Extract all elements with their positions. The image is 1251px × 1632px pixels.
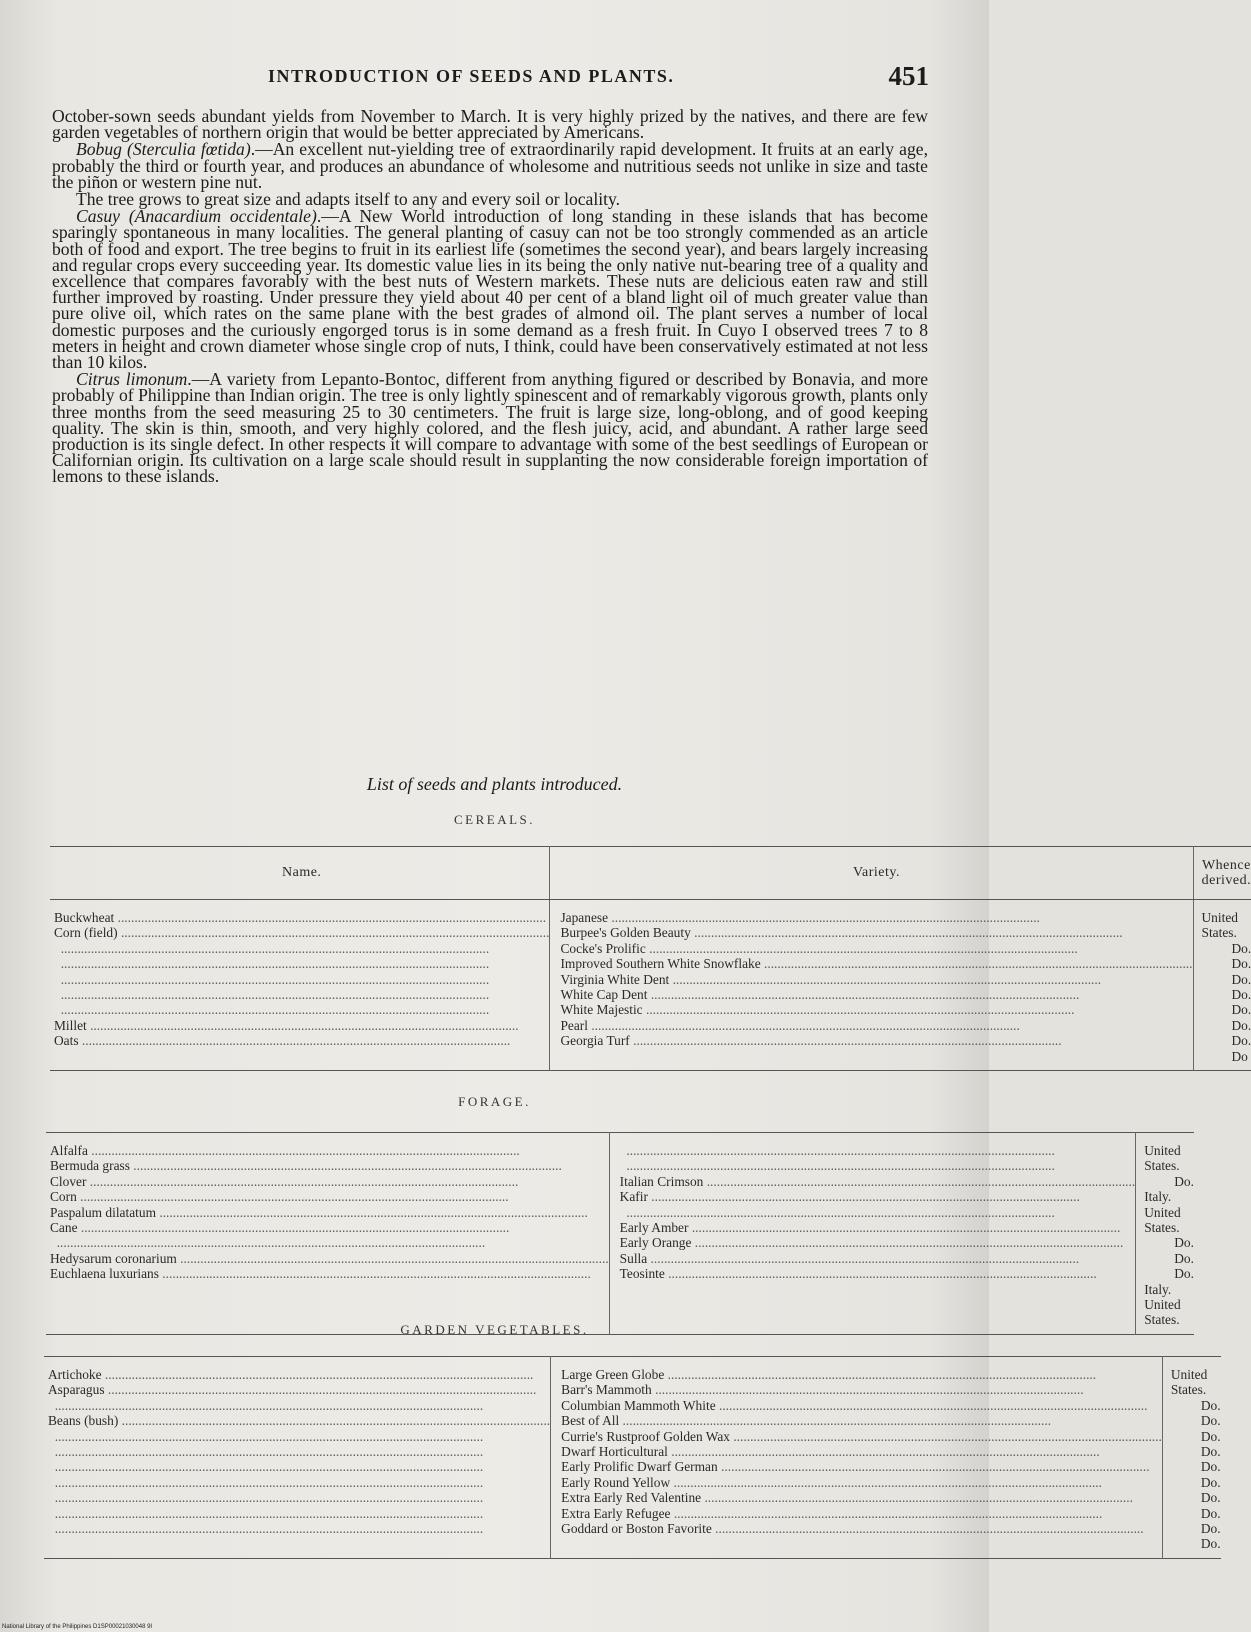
body-text	[52, 108, 928, 486]
bobug-latin: (Sterculia fœtida)	[127, 139, 251, 160]
forage-row	[46, 1133, 1194, 1335]
garden-varieties-item: Barr's Mammoth .....	[561, 1382, 1162, 1397]
forage-varieties-item: Sulla .....	[620, 1251, 1136, 1266]
cereals-whence-item: Do	[1231, 1048, 1248, 1064]
bobug-name: Bobug	[76, 139, 122, 160]
header-variety: Variety.	[550, 847, 1193, 900]
forage-names-item: Hedysarum coronarium .....	[50, 1251, 609, 1266]
section-title-garden: GARDEN VEGETABLES.	[400, 1322, 589, 1337]
cereals-varieties-item: White Majestic .....	[560, 1002, 1192, 1017]
page-number: 451	[888, 61, 929, 91]
cereals-whence-cell	[1193, 900, 1251, 1071]
garden-names-item: Artichoke .....	[48, 1367, 550, 1382]
cereals-names-item: Millet .....	[54, 1018, 549, 1033]
garden-names-item	[48, 1490, 550, 1505]
cereals-names-item	[54, 941, 549, 956]
garden-whence-item: Do.	[1200, 1444, 1221, 1460]
forage-names-item: Euchlaena luxurians .....	[50, 1266, 609, 1281]
forage-varieties-item: Kafir .....	[620, 1189, 1136, 1204]
paragraph-1: October-sown seeds abundant yields from November to March. It is very highly prized by the natives, and there are few garden vegetables of northern origin that would be better appreciated by Americans.	[52, 106, 928, 143]
garden-names-item: Asparagus .....	[48, 1382, 550, 1397]
header-name: Name.	[50, 847, 550, 900]
cereals-whence-item: United States.	[1201, 910, 1238, 941]
garden-whence-cell	[1162, 1357, 1220, 1559]
garden-names-item	[48, 1459, 550, 1474]
scan-footer: National Library of the Philippines D1SP00021030048 9I	[2, 1624, 153, 1630]
cereals-table	[50, 846, 1251, 1071]
cereals-names-item	[54, 1002, 549, 1017]
forage-varieties-item: Italian Crimson .....	[620, 1174, 1136, 1189]
forage-whence-item: Italy.	[1144, 1281, 1172, 1297]
running-head: INTRODUCTION OF SEEDS AND PLANTS.	[268, 66, 675, 86]
forage-names-item: Alfalfa .....	[50, 1143, 609, 1158]
garden-whence-item: Do.	[1200, 1474, 1221, 1490]
garden-varieties-item: Best of All .....	[561, 1413, 1162, 1428]
citrus-latin: Citrus limonum	[76, 369, 188, 390]
forage-whence-item: United States.	[1144, 1143, 1181, 1174]
garden-varieties-item: Goddard or Boston Favorite .....	[561, 1521, 1162, 1536]
garden-names-item	[48, 1521, 550, 1536]
garden-whence-item: Do.	[1200, 1490, 1221, 1506]
garden-variety-cell	[551, 1357, 1163, 1559]
garden-table	[44, 1356, 1221, 1559]
forage-names-item: Bermuda grass .....	[50, 1158, 609, 1173]
cereals-varieties-item: Japanese .....	[560, 910, 1192, 925]
cereals-whence-item: Do.	[1231, 987, 1251, 1003]
garden-varieties-item: Columbian Mammoth White .....	[561, 1398, 1162, 1413]
citrus-text: .—A variety from Lepanto-Bontoc, different from anything figured or described by Bonavia, and more probably of Philippine than Indian origin. The tree is only lightly spinescent and of remarkably vigorous growth, plants only three months from the seed measuring 25 to 30 centimeters. The fruit is large size, long-oblong, and of good keeping quality. The skin is thin, smooth, and very highly colored, and the flesh juicy, acid, and abundant. A rather large seed production is its single defect. In other respects it will compare to advantage with some of the best seedlings of European or Californian origin. Its cultivation on a large scale should result in supplanting the now considerable foreign importation of lemons to these islands.	[52, 369, 928, 487]
garden-names-item: Beans (bush) .....	[48, 1413, 550, 1428]
cereals-names-item: Oats .....	[54, 1033, 549, 1048]
forage-names-item: Cane .....	[50, 1220, 609, 1235]
paragraph-casuy	[52, 206, 928, 373]
cereals-whence-item: Do.	[1231, 971, 1251, 987]
garden-whence-item: Do.	[1200, 1521, 1221, 1537]
forage-varieties-item: Teosinte .....	[620, 1266, 1136, 1281]
cereals-names-item	[54, 956, 549, 971]
garden-varieties-item: Large Green Globe .....	[561, 1367, 1162, 1382]
casuy-name: Casuy	[76, 206, 120, 227]
forage-table	[46, 1132, 1194, 1335]
section-title-forage: FORAGE.	[458, 1094, 531, 1109]
cereals-whence-item: Do.	[1231, 1002, 1251, 1018]
forage-whence-item: Do.	[1174, 1235, 1194, 1251]
garden-varieties-item: Extra Early Refugee .....	[561, 1506, 1162, 1521]
cereals-variety-cell	[550, 900, 1193, 1071]
garden-whence-item: Do.	[1200, 1428, 1221, 1444]
garden-varieties-item: Dwarf Horticultural .....	[561, 1444, 1162, 1459]
paragraph-citrus	[52, 369, 928, 487]
forage-names-item: Clover .....	[50, 1174, 609, 1189]
cereals-varieties-item: Virginia White Dent .....	[560, 972, 1192, 987]
header-whence: Whence derived.	[1193, 847, 1251, 900]
garden-varieties-item: Early Round Yellow .....	[561, 1475, 1162, 1490]
forage-varieties-item	[620, 1158, 1136, 1173]
forage-whence-item: Do.	[1174, 1250, 1194, 1266]
forage-whence-cell	[1136, 1133, 1194, 1335]
garden-row	[44, 1357, 1221, 1559]
bobug-text: .—An excellent nut-yielding tree of extraordinarily rapid development. It fruits at an early age, probably the third or fourth year, and produces an abundance of wholesome and nutritious seeds not unlike in size and taste the piñon or western pine nut.	[52, 139, 928, 192]
page-header	[0, 61, 989, 94]
forage-name-cell	[46, 1133, 609, 1335]
forage-varieties-item: Early Amber .....	[620, 1220, 1136, 1235]
cereals-name-cell	[50, 900, 550, 1071]
cereals-whence-item: Do.	[1231, 1017, 1251, 1033]
cereals-whence-item: Do.	[1231, 940, 1251, 956]
garden-varieties-item: Currie's Rustproof Golden Wax .....	[561, 1429, 1162, 1444]
forage-names-item: Paspalum dilatatum .....	[50, 1205, 609, 1220]
list-title: List of seeds and plants introduced.	[366, 774, 623, 794]
garden-varieties-item: Extra Early Red Valentine .....	[561, 1490, 1162, 1505]
garden-whence-item: United States.	[1170, 1367, 1208, 1398]
garden-name-cell	[44, 1357, 551, 1559]
garden-whence-item: Do.	[1200, 1459, 1221, 1475]
forage-names-item: Corn .....	[50, 1189, 609, 1204]
garden-names-item	[48, 1506, 550, 1521]
cereals-row	[50, 900, 1251, 1071]
forage-varieties-item	[620, 1205, 1136, 1220]
garden-whence-item: Do.	[1200, 1505, 1221, 1521]
garden-names-item	[48, 1429, 550, 1444]
cereals-varieties-item: Cocke's Prolific .....	[560, 941, 1192, 956]
forage-whence-item: Do.	[1174, 1266, 1194, 1282]
paragraph-bobug	[52, 141, 928, 190]
garden-names-item	[48, 1444, 550, 1459]
forage-whence-item: United States.	[1144, 1297, 1181, 1328]
casuy-latin: (Anacardium occidentale)	[128, 206, 317, 227]
paragraph-tree: The tree grows to great size and adapts itself to any and every soil or locality.	[76, 189, 621, 210]
cereals-whence-item: Do.	[1231, 956, 1251, 972]
forage-varieties-item: Early Orange .....	[620, 1235, 1136, 1250]
cereals-varieties-item: Georgia Turf .....	[560, 1033, 1192, 1048]
garden-whence-item: Do.	[1200, 1397, 1221, 1413]
cereals-names-item: Buckwheat .....	[54, 910, 549, 925]
cereals-whence-item: Do.	[1231, 1033, 1251, 1049]
cereals-varieties-item: Improved Southern White Snowflake .....	[560, 956, 1192, 971]
forage-varieties-item	[620, 1143, 1136, 1158]
cereals-names-item	[54, 972, 549, 987]
section-title-cereals: CEREALS.	[453, 812, 536, 827]
casuy-text: .—A New World introduction of long standing in these islands that has become sparingly spontaneous in many localities. The general planting of casuy can not be too strongly commended as an article both of food and export. The tree begins to fruit in its earliest life (sometimes the second year), and bears largely increasing and regular crops every succeeding year. Its domestic value lies in its being the only native nut-bearing tree of a quality and excellence that compares favorably with the best nuts of Western markets. These nuts are delicious eaten raw and still further improved by roasting. Under pressure they yield about 40 per cent of a bland light oil of much greater value than pure olive oil, which rates on the same plane with the best grades of almond oil. The plant serves a number of local domestic purposes and the curiously engorged torus is in some demand as a fresh fruit. In Cuyo I observed trees 7 to 8 meters in height and crown diameter whose single crop of nuts, I think, could have been conservatively estimated at not less than 10 kilos.	[52, 206, 928, 373]
cereals-names-item	[54, 987, 549, 1002]
garden-whence-item: Do.	[1200, 1413, 1221, 1429]
garden-varieties-item: Early Prolific Dwarf German .....	[561, 1459, 1162, 1474]
cereals-varieties-item: White Cap Dent .....	[560, 987, 1192, 1002]
forage-names-item	[50, 1235, 609, 1250]
forage-variety-cell	[609, 1133, 1136, 1335]
garden-whence-item: Do.	[1200, 1536, 1221, 1552]
forage-whence-item: Italy.	[1144, 1189, 1172, 1205]
garden-names-item	[48, 1475, 550, 1490]
forage-whence-item: Do.	[1174, 1173, 1194, 1189]
garden-names-item	[48, 1398, 550, 1413]
cereals-varieties-item: Pearl .....	[560, 1018, 1192, 1033]
cereals-names-item: Corn (field) .....	[54, 925, 549, 940]
forage-whence-item: United States.	[1144, 1204, 1181, 1236]
cereals-varieties-item: Burpee's Golden Beauty .....	[560, 925, 1192, 940]
